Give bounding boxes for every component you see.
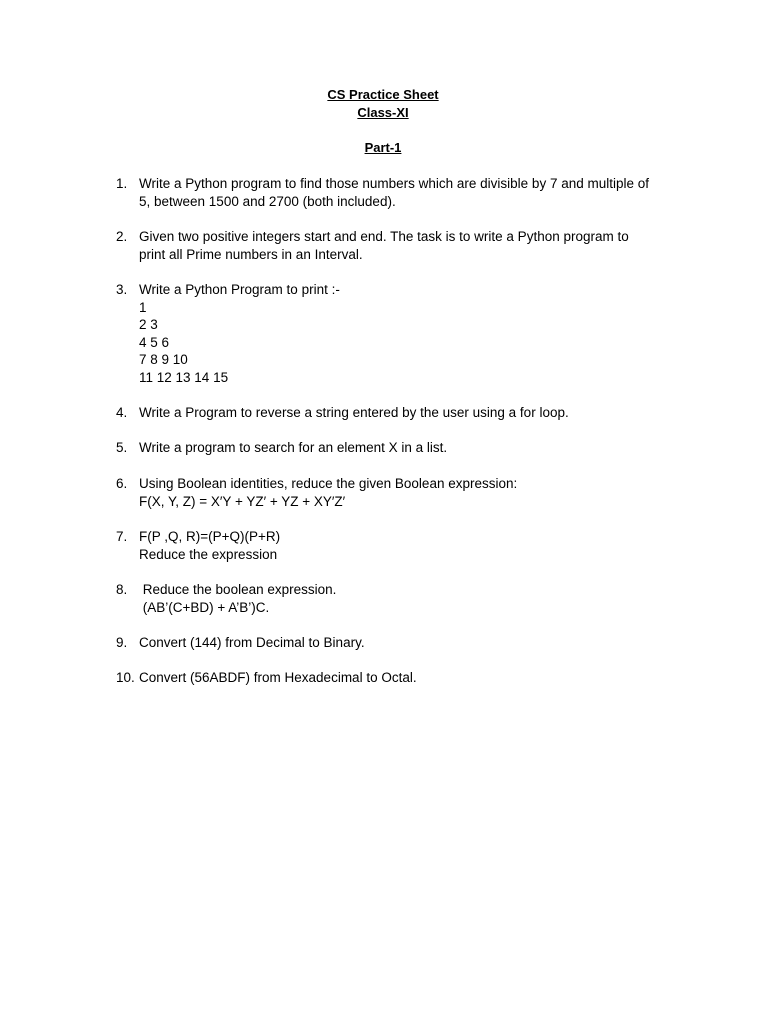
pattern-row: 4 5 6 <box>139 334 170 350</box>
question-number: 1. <box>116 176 128 191</box>
question-line: Convert (56ABDF) from Hexadecimal to Octal. <box>139 670 417 685</box>
question-7 <box>116 528 696 563</box>
question-number: 10. <box>116 670 135 685</box>
question-text <box>139 528 696 563</box>
boolean-expression: (AB’(C+BD) + A’B’)C. <box>139 599 270 615</box>
question-line: Write a program to search for an element X in a list. <box>139 440 448 455</box>
question-line: Write a Python Program to print :- <box>139 282 340 297</box>
pattern-row: 7 8 9 10 <box>139 352 188 368</box>
question-text <box>139 475 696 510</box>
question-text <box>139 228 696 263</box>
question-text <box>139 439 696 457</box>
question-number: 3. <box>116 282 128 297</box>
question-text <box>139 404 696 422</box>
question-6 <box>116 475 696 510</box>
boolean-expression: F(P ,Q, R)=(P+Q)(P+R) <box>139 529 281 544</box>
question-number: 8. <box>116 582 128 597</box>
question-text <box>139 669 696 687</box>
question-line: Reduce the expression <box>139 546 278 562</box>
question-2 <box>116 228 696 263</box>
question-line: Write a Python program to find those numbers which are divisible by 7 and multiple of <box>139 176 650 191</box>
question-line: 5, between 1500 and 2700 (both included). <box>139 193 396 209</box>
question-8 <box>116 581 696 616</box>
part-heading: Part-1 <box>364 140 402 155</box>
question-5 <box>116 439 696 457</box>
question-text <box>139 281 696 387</box>
question-number: 9. <box>116 635 128 650</box>
question-9 <box>116 634 696 652</box>
pattern-row: 1 <box>139 299 147 315</box>
document-title: CS Practice Sheet <box>327 87 439 102</box>
question-line: Given two positive integers start and end. The task is to write a Python program to <box>139 229 629 244</box>
question-number: 2. <box>116 229 128 244</box>
question-3 <box>116 281 696 387</box>
class-heading: Class-XI <box>357 105 409 120</box>
question-number: 6. <box>116 476 128 491</box>
question-line: Write a Program to reverse a string entered by the user using a for loop. <box>139 405 569 420</box>
pattern-row: 2 3 <box>139 317 158 333</box>
question-10 <box>116 669 696 687</box>
question-text <box>139 634 696 652</box>
question-1 <box>116 175 696 210</box>
question-line: print all Prime numbers in an Interval. <box>139 246 363 262</box>
question-4 <box>116 404 696 422</box>
question-text <box>139 175 696 210</box>
question-number: 4. <box>116 405 128 420</box>
question-line: Using Boolean identities, reduce the given Boolean expression: <box>139 476 518 491</box>
boolean-expression: F(X, Y, Z) = X′Y + YZ′ + YZ + XY′Z′ <box>139 493 346 509</box>
question-text <box>139 581 696 616</box>
question-number: 7. <box>116 529 128 544</box>
question-line: Reduce the boolean expression. <box>139 582 337 597</box>
question-number: 5. <box>116 440 128 455</box>
question-line: Convert (144) from Decimal to Binary. <box>139 635 365 650</box>
pattern-row: 11 12 13 14 15 <box>139 369 229 385</box>
